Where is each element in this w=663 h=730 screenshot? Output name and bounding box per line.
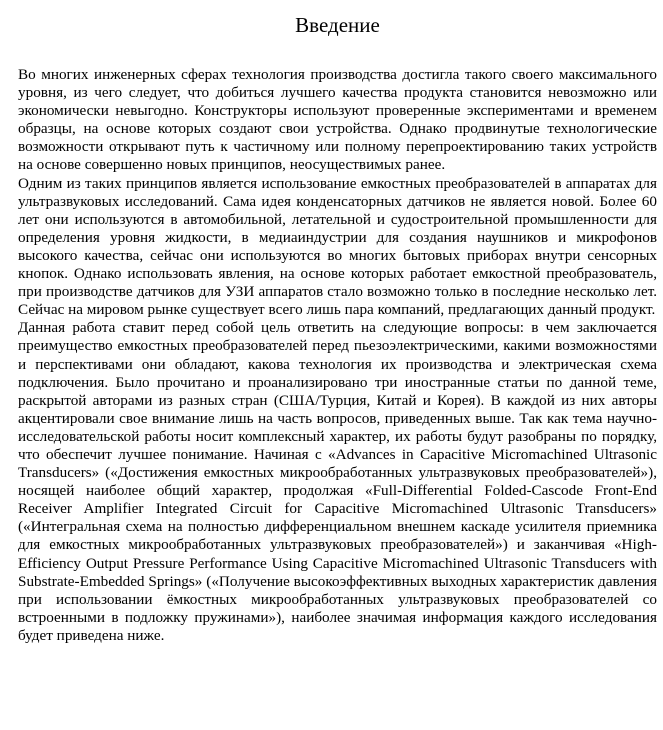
page-title: Введение bbox=[295, 13, 380, 37]
paragraph-work-goals: Данная работа ставит перед собой цель ответить на следующие вопросы: в чем заключается преимущество емкостных преобразователей перед пьезоэлектрическими, какими возможностями и перспективами они обладают, какова технология их производства и электрическая схема подключения. Было прочитано и проанализировано три иностранные статьи по данной теме, раскрытой авторами из разных стран (США/Турция, Китай и Корея). В каждой из них авторы акцентировали свое внимание лишь на часть вопросов, приведенных выше. Так как тема научно-исследовательской работы носит комплексный характер, их работы будут разобраны по порядку, что обеспечит лучшее понимание. Начиная с «Advances in Capacitive Micromachined Ultrasonic Transducers» («Достижения емкостных микрообработанных ультразвуковых преобразователей»), носящей наиболее общий характер, продолжая «Full-Differential Folded-Cascode Front-End Receiver Amplifier Integrated Circuit for Capacitive Micromachined Ultrasonic Transducers» («Интегральная схема на полностью дифференциальном внешнем каскаде усилителя приемника для емкостных микрообработанных ультразвуковых преобразователей») и заканчивая «High-Efficiency Output Pressure Performance Using Capacitive Micromachined Ultrasonic Transducers with Substrate-Embedded Springs» («Получение высокоэффективных выходных характеристик давления при использовании ёмкостных микрообработанных ультразвуковых преобразователей со встроенными в подложку пружинами»), наиболее значимая информация каждого исследования будет приведена ниже. bbox=[18, 319, 657, 644]
paragraph-intro: Во многих инженерных сферах технология производства достигла такого своего максимального уровня, из чего следует, что добиться лучшего качества продукта становится невозможно или экономически невыгодно. Конструкторы используют проверенные экспериментами и временем образцы, на основе которых создают свои устройства. Однако продвинутые технологические возможности открывают путь к частичному или полному перепроектированию таких устройств на основе совершенно новых принципов, неосуществимых ранее. bbox=[18, 66, 657, 174]
paragraph-capacitive-principle: Одним из таких принципов является использование емкостных преобразователей в аппаратах для ультразвуковых исследований. Сама идея конденсаторных датчиков не является новой. Более 60 лет они используются в автомобильной, летательной и судостроительной промышленности для определения уровня жидкости, в медиаиндустрии для создания наушников и микрофонов высокого качества, сейчас они используются во многих бытовых приборах внутри сенсорных кнопок. Однако использовать явления, на основе которых работает емкостной преобразователь, при производстве датчиков для УЗИ аппаратов стало возможно только в последние несколько лет. Сейчас на мировом рынке существует всего лишь пара компаний, предлагающих данный продукт. bbox=[18, 174, 657, 319]
